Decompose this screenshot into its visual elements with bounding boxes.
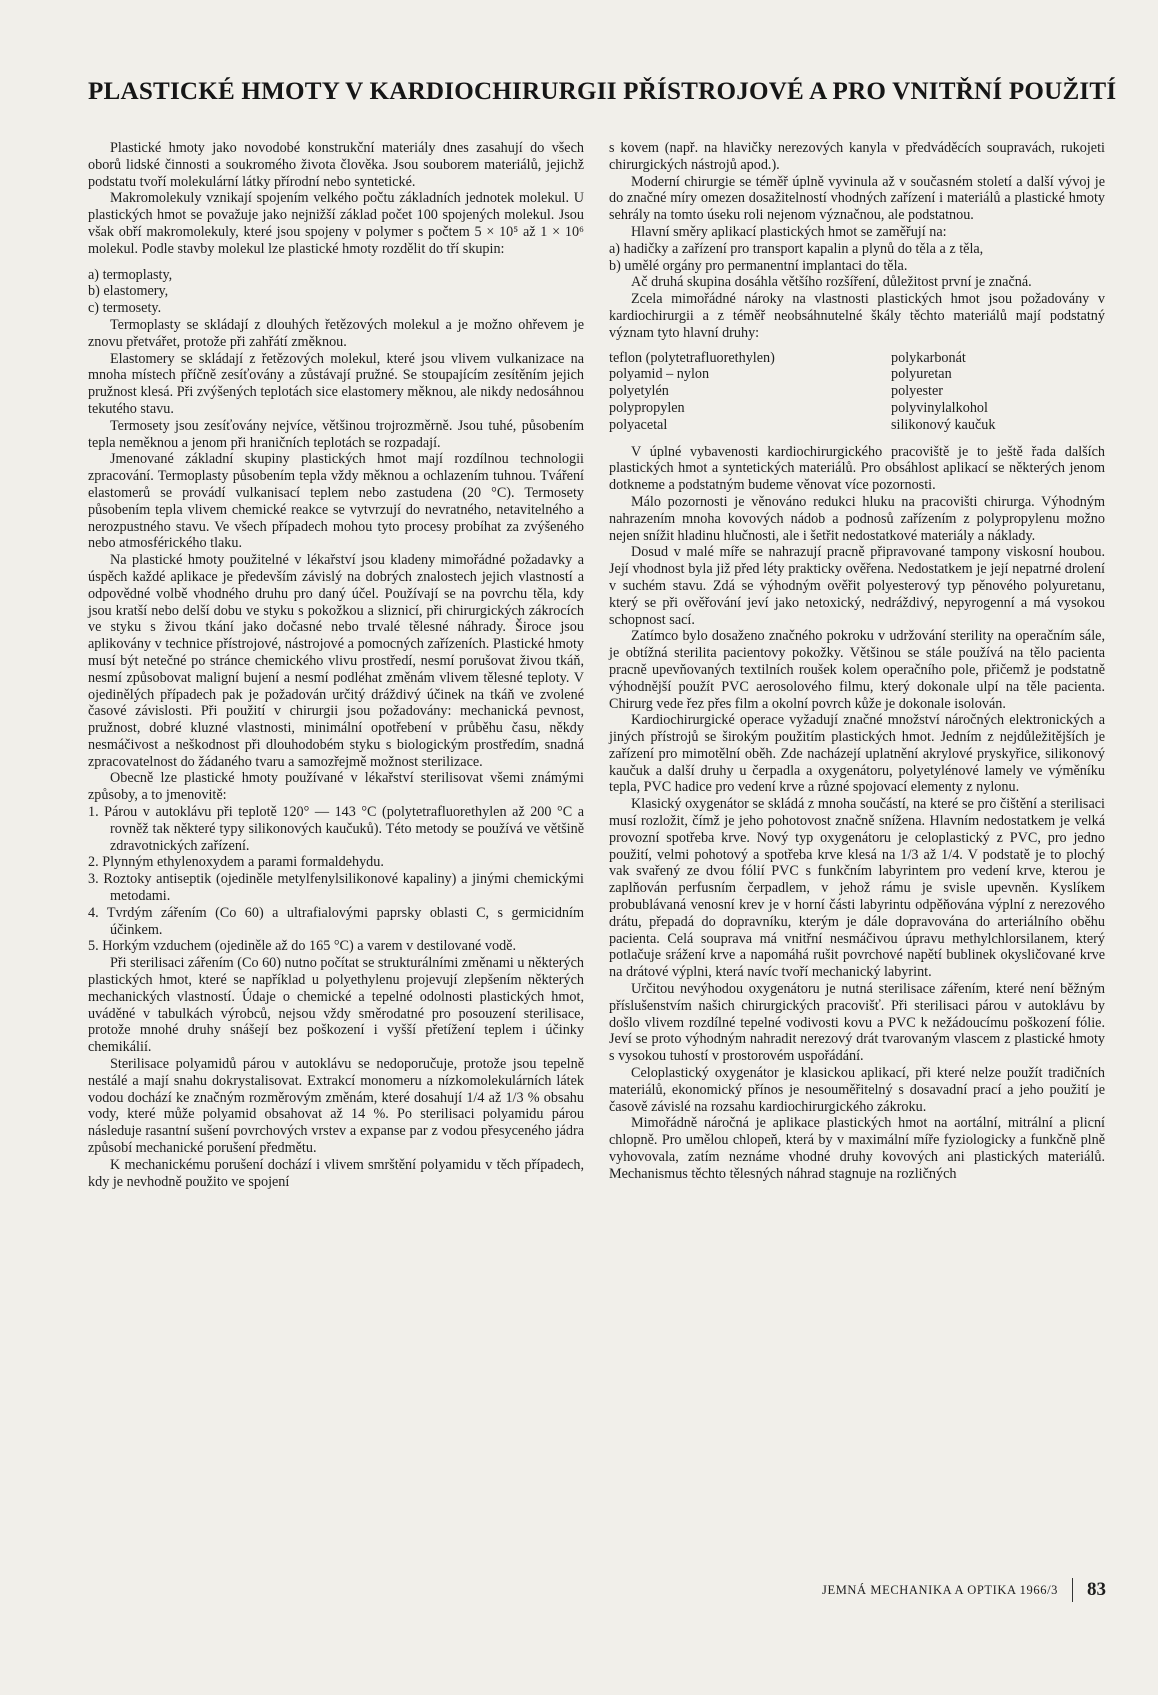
paragraph: Málo pozornosti je věnováno redukci hluku na pracovišti chirurga. Výhodným nahrazením mnoha kovových nádob a podnosů zařízením z polypropylenu možno nejen snížit hladinu hlučnosti, ale i šetřit nedostatkové materiály a náklady. — [609, 493, 1105, 544]
list-item: a) termoplasty, — [88, 266, 173, 283]
table-row — [609, 417, 1079, 434]
table-cell: polypropylen — [609, 399, 685, 416]
right-column — [609, 140, 1105, 1183]
paragraph: s kovem (např. na hlavičky nerezových kanyla v předváděcích soupravách, rukojeti chirurgických nástrojů apod.). — [609, 140, 1105, 173]
paragraph: Dosud v malé míře se nahrazují pracně připravované tampony viskosní houbou. Její vhodnost byla již před léty prakticky ověřena. Nedostatkem je její nepatrné drolení v suchém stavu. Zdá se výhodným ověřit polyesterový typ pěnového polyuretanu, který se při ověřování jeví jako netoxický, nedráždivý, nepyrogenní a má vysokou schopnost sací. — [609, 544, 1105, 628]
table-cell: polykarbonát — [891, 349, 966, 366]
paragraph: Určitou nevýhodou oxygenátoru je nutná sterilisace zářením, které není běžným příslušenstvím našich chirurgických pracovišť. Při sterilisaci párou v autoklávu by došlo vlivem rozdílné tepelné vodivosti kovu a PVC k nežádoucímu poškození fólie. Jeví se proto výhodným nahradit nerezový drát tvarovaným vlascem z plastické hmoty s vysokou tuhostí v prostorovém uspořádání. — [609, 981, 1105, 1065]
paragraph: Zcela mimořádné nároky na vlastnosti plastických hmot jsou požadovány v kardiochirurgii a z téměř neobsáhnutelné škály těchto materiálů mají podstatný význam tyto hlavní druhy: — [609, 291, 1105, 341]
table-row — [609, 400, 1079, 417]
application-directions-list — [609, 241, 1105, 275]
list-item: c) termosety. — [88, 300, 162, 317]
sterilization-methods-list — [88, 804, 584, 955]
paragraph: Při sterilisaci zářením (Co 60) nutno počítat se strukturálními změnami u některých plastických hmot, které se například u polyethylenu projevují zlepšením některých mechanických vlastností. Údaje o chemické a tepelné odolnosti plastických hmot, uváděné v tabulkách výrobců, nejsou vždy směrodatné pro posouzení sterilisace, protože mnohé druhy snášejí bez poškození i vyšší přetížení teplem i účinky chemikálií. — [88, 955, 584, 1056]
paragraph: Termoplasty se skládají z dlouhých řetězových molekul a je možno ohřevem je znovu přetvářet, protože při zahřátí změknou. — [88, 316, 584, 350]
table-row — [609, 383, 1079, 400]
paragraph: Moderní chirurgie se téměř úplně vyvinula až v současném století a další vývoj je do značné míry omezen dosažitelností vhodných zařízení i materiálů a plastické hmoty sehrály na tomto úseku roli nejenom význačnou, ale podstatnou. — [609, 173, 1105, 224]
table-cell: polyester — [891, 383, 944, 400]
list-item: 4. Tvrdým zářením (Co 60) a ultrafialovými paprsky oblasti C, s germicidním účinkem. — [88, 904, 584, 938]
table-cell: polyvinylalkohol — [891, 399, 988, 416]
list-item: b) umělé orgány pro permanentní implantaci do těla. — [609, 257, 908, 274]
paragraph: Ač druhá skupina dosáhla většího rozšíření, důležitost první je značná. — [631, 274, 1032, 291]
table-cell: polyacetal — [609, 416, 668, 433]
table-row — [609, 366, 1079, 383]
footer-divider — [1072, 1578, 1073, 1602]
paragraph: Obecně lze plastické hmoty používané v lékařství sterilisovat všemi známými způsoby, a to jmenovitě: — [88, 770, 584, 804]
list-item: 5. Horkým vzduchem (ojediněle až do 165 °C) a varem v destilované vodě. — [88, 938, 517, 955]
table-cell: polyamid – nylon — [609, 366, 710, 383]
paragraph: Zatímco bylo dosaženo značného pokroku v udržování sterility na operačním sále, je obtížná sterilita pacientovy pokožky. Většinou se stále používá na tělo pacienta pracně upevňovaných textilních roušek kolem operačního pole, přičemž je podstatně výhodnější použít PVC aerosolového filmu, který dokonale ulpí na těle pacienta. Chirurg vede řez přes film a okolní povrch kůže je dokonale isolován. — [609, 628, 1105, 712]
paragraph: Klasický oxygenátor se skládá z mnoha součástí, na které se pro čištění a sterilisaci musí rozložit, čímž je jeho pohotovost značně snížena. Hlavním nedostatkem je velká provozní spotřeba krve. Nový typ oxygenátoru je celoplastický z PVC, pro jedno použití, velmi pohotový a spotřeba krve klesá na 1/3 až 1/4. V podstatě je to plochý vak svařený ze dvou fólií PVC s funkčním labyrintem pro vedení krve, kterou je zaplňován perfusním čerpadlem, v jehož rámu je svisle upevněn. Kyslíkem probublávaná venosní krev je v horní části labyrintu odpěňována výplní z nerezového drátu, přepadá do dopravníku, kterým je dále dopravována do arteriálního oběhu pacienta. Celá souprava má vnitřní nesmáčivou úpravu methylchlorsilanem, který potlačuje srážení krve a napomáhá rušit povrchové napětí bublinek okysličované krve na drátové výplni, která navíc tvoří mechanický labyrint. — [609, 796, 1105, 981]
table-cell: teflon (polytetrafluorethylen) — [609, 349, 775, 366]
left-column — [88, 140, 584, 1190]
article-title: PLASTICKÉ HMOTY V KARDIOCHIRURGII PŘÍSTROJOVÉ A PRO VNITŘNÍ POUŽITÍ — [88, 76, 1117, 105]
table-row — [609, 350, 1079, 367]
polymer-groups-list — [88, 267, 584, 317]
page-number: 83 — [1087, 1579, 1106, 1600]
paragraph: Mimořádně náročná je aplikace plastických hmot na aortální, mitrální a plicní chlopně. Pro umělou chlopeň, která by v maximální míře fyziologicky a funkčně plně vyhovovala, zatím neznáme vhodné druhy kovových ani plastických materiálů. Mechanismus těchto tělesných náhrad stagnuje na rozličných — [609, 1115, 1105, 1182]
paragraph: K mechanickému porušení dochází i vlivem smrštění polyamidu v těch případech, kdy je nevhodně použito ve spojení — [88, 1156, 584, 1190]
materials-table — [609, 350, 1079, 434]
table-cell: silikonový kaučuk — [891, 416, 996, 433]
paragraph: V úplné vybavenosti kardiochirurgického pracoviště je to ještě řada dalších plastických hmot a syntetických materiálů. Pro obsáhlost aplikací se některých jenom dotkneme a podstatným budeme věnovat více pozornosti. — [609, 443, 1105, 494]
list-item: 2. Plynným ethylenoxydem a parami formaldehydu. — [88, 854, 384, 871]
paragraph: Makromolekuly vznikají spojením velkého počtu základních jednotek molekul. U plastických hmot se považuje jako nejnižší základ počet 100 spojených molekul. Jsou však obří makromolekuly, které jsou spojeny v polymer s počtem 5 × 10⁵ až 1 × 10⁶ molekul. Podle stavby molekul lze plastické hmoty rozdělit do tří skupin: — [88, 190, 584, 257]
paragraph: Celoplastický oxygenátor je klasickou aplikací, při které nelze použít tradičních materiálů, ekonomický přínos je nesouměřitelný s dosavadní prací a jeho použití je časově závislé na rozsahu kardiochirurgického zákroku. — [609, 1065, 1105, 1115]
list-item: 1. Párou v autoklávu při teplotě 120° — 143 °C (polytetrafluorethylen až 200 °C a rovněž tak některé typy silikonových kaučuků). Této metody se používá ve většině zdravotnických zařízení. — [88, 804, 584, 854]
paragraph: Sterilisace polyamidů párou v autoklávu se nedoporučuje, protože jsou tepelně nestálé a mají snahu dokrystalisovat. Extrakcí monomeru a nízkomolekulárních látek vodou dochází ke značným rozměrovým změnám, které dosahují 1/4 až 1/3 % obsahu vody, které může polyamid obsahovat až 14 %. Po sterilisaci polyamidu párou následuje rasantní sušení povrchových vrstev a expanse par z vodou přesyceného jádra způsobí mechanické porušení předmětu. — [88, 1056, 584, 1157]
list-item: b) elastomery, — [88, 283, 169, 300]
table-cell: polyetylén — [609, 383, 669, 400]
list-item: 3. Roztoky antiseptik (ojediněle metylfenylsilikonové kapaliny) a jinými chemickými metodami. — [88, 871, 584, 905]
list-item: a) hadičky a zařízení pro transport kapalin a plynů do těla a z těla, — [609, 240, 984, 257]
paragraph: Elastomery se skládají z řetězových molekul, které jsou vlivem vulkanizace na mnoha místech příčně zesíťovány a zůstávají pružné. Se stoupajícím zesítěním jejich pružnost klesá. Při zvýšených teplotách sice elastomery měknou, ale nikdy nedosáhnou tekutého stavu. — [88, 350, 584, 417]
paragraph: Plastické hmoty jako novodobé konstrukční materiály dnes zasahují do všech oborů lidské činnosti a soukromého života člověka. Jsou souborem materiálů, jejichž podstatu tvoří molekulární látky přírodní nebo syntetické. — [88, 140, 584, 190]
paragraph: Kardiochirurgické operace vyžadují značné množství náročných elektronických a jiných přístrojů se širokým použitím plastických hmot. Jedním z nejdůležitějších je zařízení pro mimotělní oběh. Zde nacházejí uplatnění akrylové pryskyřice, silikonový kaučuk a další druhy u čerpadla a oxygenátoru, polyetylénové lamely ve výměníku tepla, PVC hadice pro vedení krve a různé spojovací elementy z nylonu. — [609, 712, 1105, 796]
table-cell: polyuretan — [891, 366, 952, 383]
paragraph: Jmenované základní skupiny plastických hmot mají rozdílnou technologii zpracování. Termoplasty působením tepla vždy měknou a ochlazením tuhnou. Tváření elastomerů se provádí vulkanisací teplem nebo zastudena (20 °C). Termosety působením tepla vlivem chemické reakce se vytvrzují do nevratného, netavitelného a nerozpustného stavu. Ve všech případech mohou tyto procesy probíhat za zvýšeného nebo atmosférického tlaku. — [88, 451, 584, 552]
journal-name: JEMNÁ MECHANIKA A OPTIKA 1966/3 — [822, 1582, 1058, 1597]
paragraph: Na plastické hmoty použitelné v lékařství jsou kladeny mimořádné požadavky a úspěch každé aplikace je především závislý na dobrých znalostech jejich vlastností a odpovědné volbě vhodného druhu pro daný účel. Používají se na povrchu těla, kdy jsou kratší nebo delší dobu ve styku s pokožkou a sliznicí, při chirurgických zákrocích ve styku s živou tkání jako dočasné nebo trvalé tělesné náhrady. Široce jsou aplikovány v technice přístrojové, nástrojové a pomocných zařízeních. Plastické hmoty musí být netečné po stránce chemického vlivu prostředí, nesmí porušovat živou tkáň, nesmí způsobovat maligní bujení a nesmí podléhat změnám vlivem tělesné teploty. V ojedinělých případech pak je požadován určitý dráždivý účinek na tkáň ve zvolené časové závislosti. Při použití v chirurgii jsou požadovány: mechanická pevnost, pružnost, dobré kluzné vlastnosti, minimální opotřebení v průběhu času, někdy nesmáčivost a neškodnost při dlouhodobém styku s biologickým prostředím, snadná zpracovatelnost do žádaného tvaru a samozřejmě možnost sterilizace. — [88, 552, 584, 770]
paragraph: Hlavní směry aplikací plastických hmot se zaměřují na: — [631, 223, 947, 240]
page-footer — [822, 1578, 1106, 1602]
paragraph: Termosety jsou zesíťovány nejvíce, většinou trojrozměrně. Jsou tuhé, působením tepla neměknou a jenom při hraničních teplotách se rozpadají. — [88, 417, 584, 451]
